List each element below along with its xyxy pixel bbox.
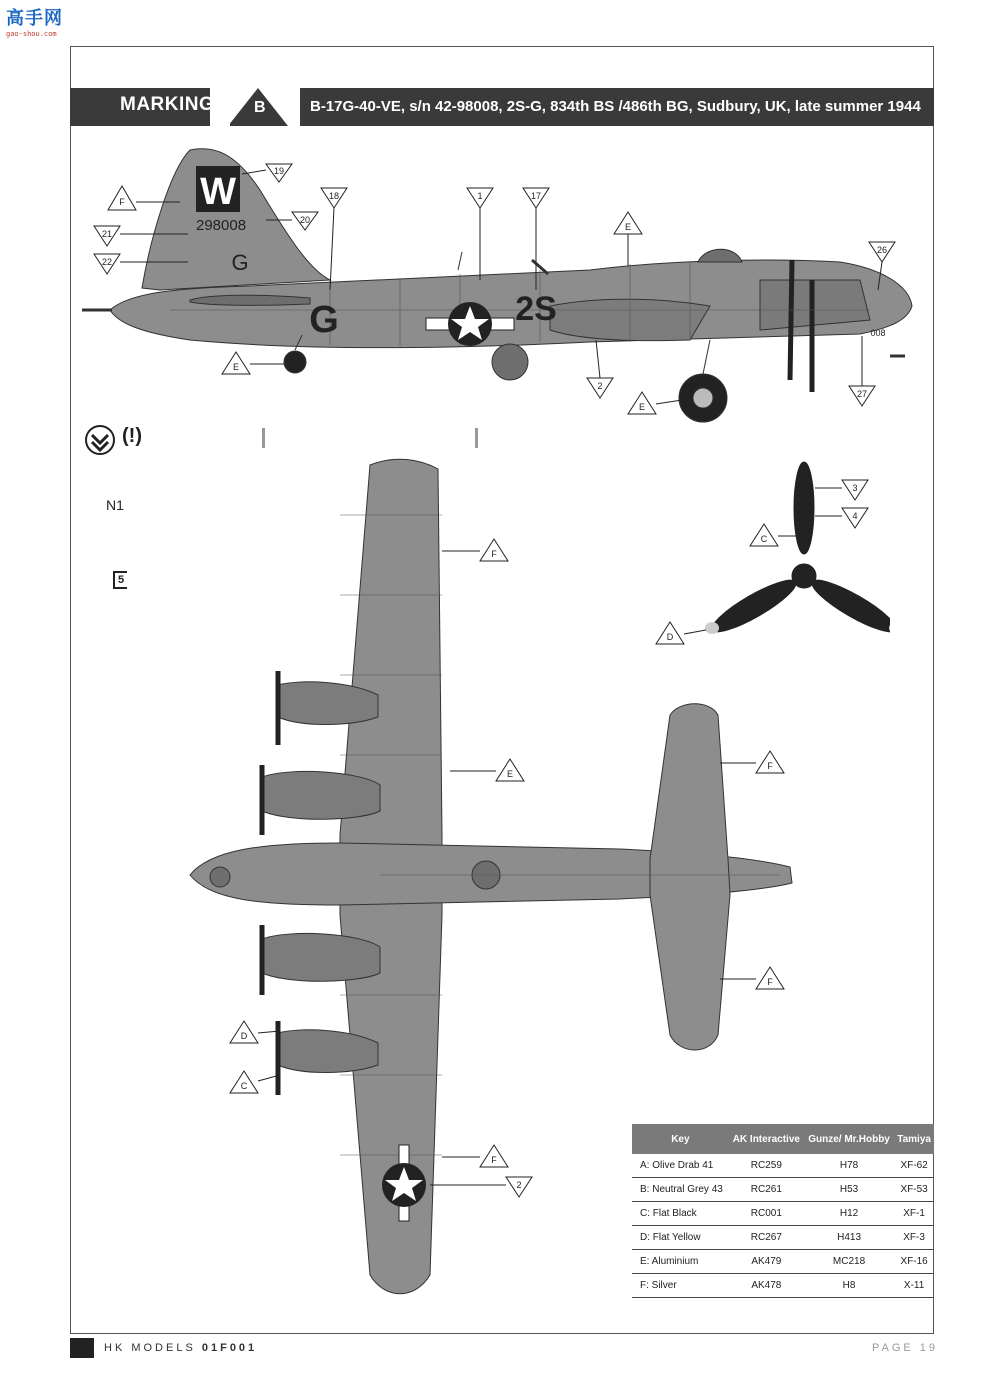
decal-water-warning-icon xyxy=(84,424,120,456)
svg-text:27: 27 xyxy=(856,389,868,399)
caution-mark: (!) xyxy=(122,425,142,447)
callout-E xyxy=(222,352,284,374)
site-name: 高手网 xyxy=(6,8,63,29)
tail-serial: 298008 xyxy=(196,217,247,234)
svg-text:20: 20 xyxy=(299,215,311,225)
col-header-gunze: Gunze/ Mr.Hobby xyxy=(804,1124,894,1154)
callout-E xyxy=(628,392,682,414)
svg-text:D: D xyxy=(240,1031,248,1041)
svg-text:1: 1 xyxy=(477,191,483,201)
callout-C xyxy=(230,1071,280,1093)
callout-F xyxy=(720,967,784,989)
callout-F xyxy=(720,751,784,773)
svg-text:F: F xyxy=(491,1155,497,1165)
site-url: gao-shou.com xyxy=(6,30,57,38)
col-header-ak: AK Interactive xyxy=(729,1124,804,1154)
side-view-drawing xyxy=(70,130,934,430)
note-n1: N1 xyxy=(106,497,124,513)
footer-page-number: PAGE 19 xyxy=(872,1342,939,1354)
svg-text:26: 26 xyxy=(876,245,888,255)
marking-version: B xyxy=(254,99,266,116)
svg-text:F: F xyxy=(767,761,773,771)
table-row: A: Olive Drab 41 RC259 H78 XF-62 xyxy=(632,1154,934,1178)
callout-E xyxy=(614,212,642,266)
svg-text:21: 21 xyxy=(101,229,113,239)
callout-2 xyxy=(587,340,613,398)
svg-text:17: 17 xyxy=(530,191,542,201)
callout-18 xyxy=(321,188,347,290)
paint-reference-table xyxy=(632,1124,934,1298)
marking-label: MARKING xyxy=(120,94,215,115)
table-row: B: Neutral Grey 43 RC261 H53 XF-53 xyxy=(632,1178,934,1202)
step-marker: 5 xyxy=(113,571,127,589)
svg-text:E: E xyxy=(232,362,240,372)
divider xyxy=(262,428,266,448)
svg-text:2: 2 xyxy=(516,1180,522,1190)
table-row: F: Silver AK478 H8 X-11 xyxy=(632,1274,934,1298)
svg-text:E: E xyxy=(638,402,646,412)
svg-text:18: 18 xyxy=(328,191,340,201)
fuselage-code: 2S xyxy=(515,290,557,328)
callout-E xyxy=(450,759,524,781)
svg-text:E: E xyxy=(624,222,632,232)
footer-brand: HK MODELS 01F001 xyxy=(104,1342,258,1354)
callout-1 xyxy=(467,188,493,280)
svg-text:F: F xyxy=(491,549,497,559)
svg-text:4: 4 xyxy=(852,511,858,521)
svg-text:C: C xyxy=(240,1081,248,1091)
header-separator xyxy=(290,88,300,126)
callout-F xyxy=(442,1145,508,1167)
site-watermark-logo xyxy=(6,4,76,38)
svg-text:2: 2 xyxy=(597,381,603,391)
svg-text:F: F xyxy=(119,197,125,207)
tail-code: G xyxy=(231,250,249,275)
callout-F xyxy=(442,539,508,561)
callout-2 xyxy=(430,1177,532,1197)
svg-text:3: 3 xyxy=(852,483,858,493)
fuselage-letter: G xyxy=(309,299,339,341)
svg-text:19: 19 xyxy=(273,166,285,176)
table-row: C: Flat Black RC001 H12 XF-1 xyxy=(632,1202,934,1226)
divider xyxy=(475,428,479,448)
svg-text:22: 22 xyxy=(101,257,113,267)
marking-title: B-17G-40-VE, s/n 42-98008, 2S-G, 834th BS /486th BG, Sudbury, UK, late summer 1944 xyxy=(310,98,921,115)
tail-letter: W xyxy=(200,171,236,213)
callout-D xyxy=(230,1021,280,1043)
callout-27 xyxy=(849,336,875,406)
svg-text:C: C xyxy=(760,534,768,544)
svg-text:E: E xyxy=(506,769,514,779)
table-row: E: Aluminium AK479 MC218 XF-16 xyxy=(632,1250,934,1274)
table-header-row xyxy=(632,1124,934,1154)
col-header-key: Key xyxy=(632,1124,729,1154)
nose-number: 008 xyxy=(870,328,886,338)
svg-text:F: F xyxy=(767,977,773,987)
col-header-tamiya: Tamiya xyxy=(894,1124,934,1154)
hk-models-logo xyxy=(70,1338,94,1358)
table-row: D: Flat Yellow RC267 H413 XF-3 xyxy=(632,1226,934,1250)
svg-text:D: D xyxy=(666,632,674,642)
